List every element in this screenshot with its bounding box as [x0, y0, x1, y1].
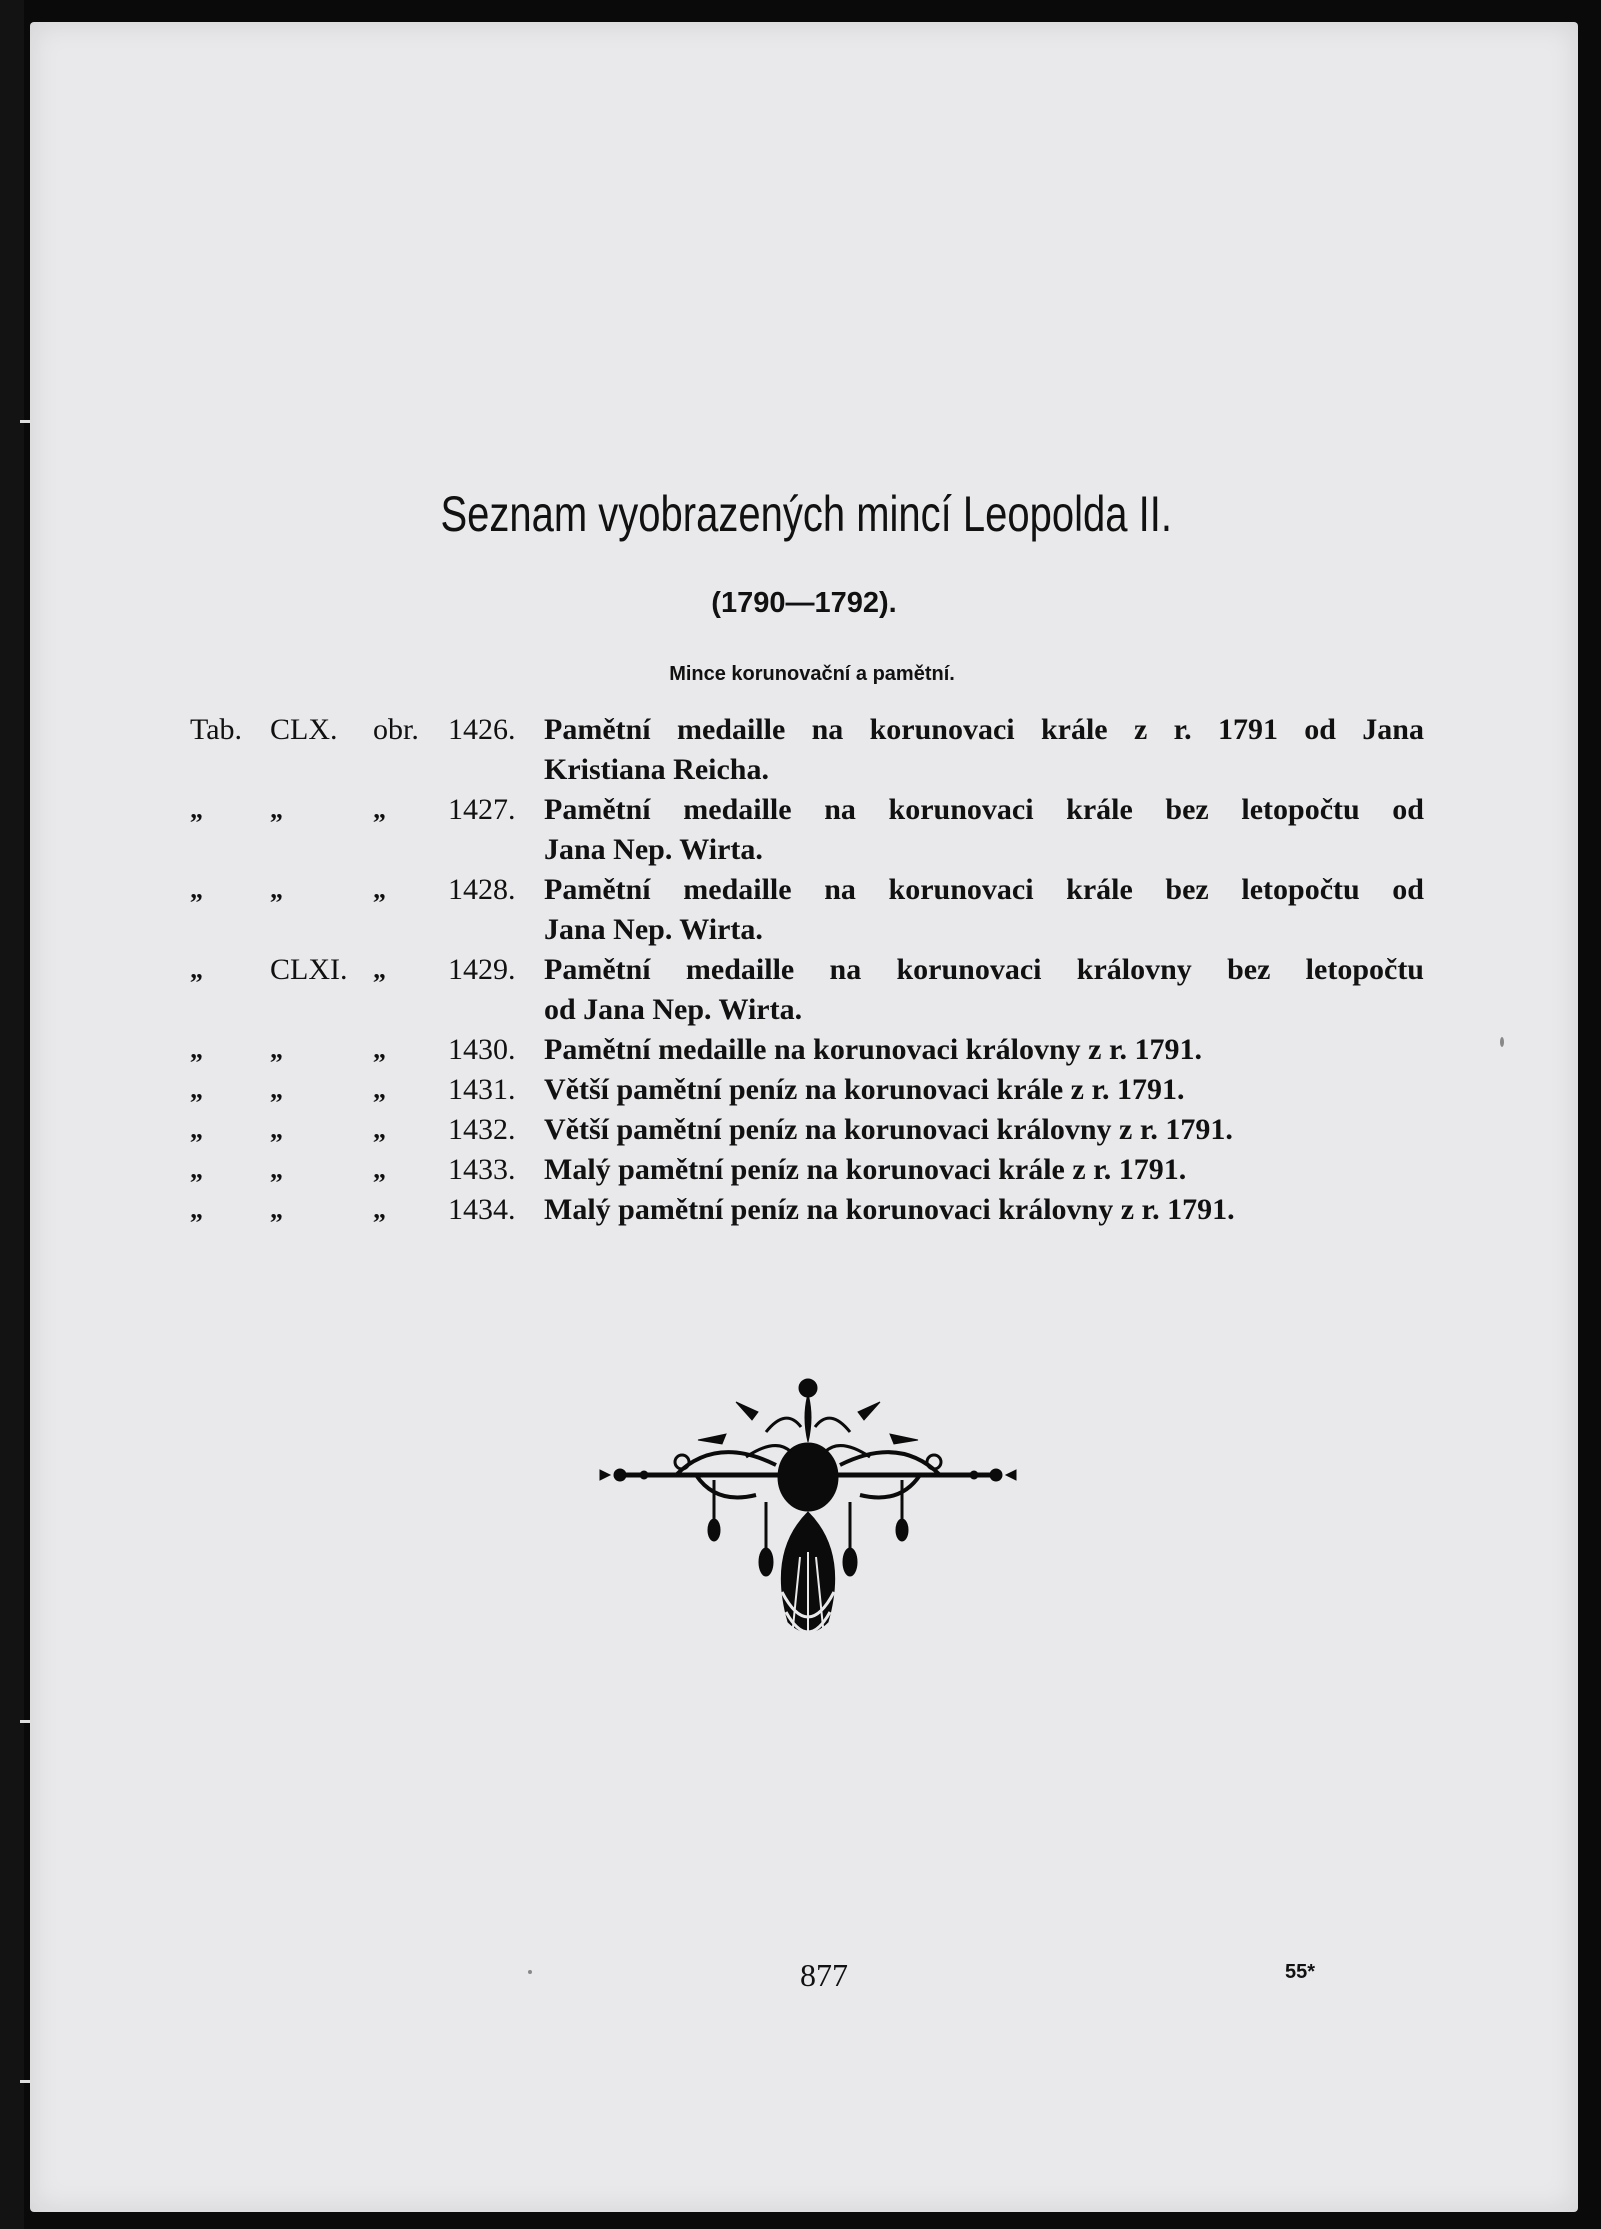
coin-entry	[30, 710, 1578, 790]
entry-figure-label: obr.	[373, 713, 419, 746]
entry-description-line: Pamětní medaille na korunovaci královny bez letopočtu	[544, 953, 1424, 986]
entry-description	[544, 1190, 1424, 1230]
entry-description	[544, 950, 1424, 1030]
entry-number: 1431.	[448, 1073, 516, 1106]
entry-figure-label: „	[373, 955, 386, 984]
entry-plate: „	[270, 1155, 283, 1184]
entry-table-label: „	[190, 1115, 203, 1144]
entry-table-label: „	[190, 1075, 203, 1104]
entry-description-line: Jana Nep. Wirta.	[544, 833, 763, 866]
entry-figure-label: „	[373, 1155, 386, 1184]
binding-edge	[0, 0, 24, 2229]
entry-description-line: Kristiana Reicha.	[544, 753, 769, 786]
entry-description-line: Větší pamětní peníz na korunovaci královny z r. 1791.	[544, 1113, 1233, 1146]
floral-vignette-icon	[586, 1362, 1026, 1672]
entry-description-line: Pamětní medaille na korunovaci královny z r. 1791.	[544, 1033, 1203, 1066]
entry-description	[544, 1070, 1424, 1110]
entry-description-line: Pamětní medaille na korunovaci krále bez letopočtu od	[544, 873, 1424, 906]
coin-entry	[30, 1070, 1578, 1110]
entry-number: 1430.	[448, 1033, 516, 1066]
entry-figure-label: „	[373, 1075, 386, 1104]
entry-table-label: „	[190, 795, 203, 824]
entry-description	[544, 710, 1424, 790]
entry-figure-label: „	[373, 1195, 386, 1224]
entry-number: 1427.	[448, 793, 516, 826]
entry-description-line: od Jana Nep. Wirta.	[544, 993, 803, 1026]
entry-description-line: Pamětní medaille na korunovaci krále z r. 1791 od Jana	[544, 713, 1424, 746]
entry-description	[544, 1030, 1424, 1070]
entry-description-line: Jana Nep. Wirta.	[544, 913, 763, 946]
entry-figure-label: „	[373, 1035, 386, 1064]
entry-description	[544, 870, 1424, 950]
entry-plate: CLX.	[270, 713, 338, 746]
coin-entry	[30, 790, 1578, 870]
entry-plate: „	[270, 875, 283, 904]
entry-description	[544, 1150, 1424, 1190]
entry-description-line: Malý pamětní peníz na korunovaci královny z r. 1791.	[544, 1193, 1235, 1226]
entry-figure-label: „	[373, 795, 386, 824]
entry-description-line: Pamětní medaille na korunovaci krále bez letopočtu od	[544, 793, 1424, 826]
entry-description	[544, 790, 1424, 870]
entry-figure-label: „	[373, 875, 386, 904]
signature-mark: 55*	[1285, 1961, 1316, 1983]
book-page	[30, 22, 1578, 2212]
entry-description-line: Malý pamětní peníz na korunovaci krále z r. 1791.	[544, 1153, 1187, 1186]
page-number: 877	[800, 1957, 848, 1993]
entry-plate: CLXI.	[270, 953, 348, 986]
entry-number: 1428.	[448, 873, 516, 906]
coin-entry	[30, 950, 1578, 1030]
entry-plate: „	[270, 1115, 283, 1144]
entry-plate: „	[270, 1075, 283, 1104]
entry-description-line: Větší pamětní peníz na korunovaci krále z r. 1791.	[544, 1073, 1185, 1106]
coin-entry	[30, 1110, 1578, 1150]
entry-table-label: „	[190, 1195, 203, 1224]
entry-table-label: „	[190, 875, 203, 904]
coin-entry	[30, 1190, 1578, 1230]
coin-entry	[30, 1030, 1578, 1070]
entry-number: 1434.	[448, 1193, 516, 1226]
entry-number: 1429.	[448, 953, 516, 986]
entry-number: 1433.	[448, 1153, 516, 1186]
entry-plate: „	[270, 1035, 283, 1064]
entry-number: 1432.	[448, 1113, 516, 1146]
reign-years: (1790—1792).	[711, 587, 897, 619]
entry-table-label: „	[190, 955, 203, 984]
section-heading: Mince korunovační a pamětní.	[669, 663, 955, 685]
entry-figure-label: „	[373, 1115, 386, 1144]
scan-speck	[528, 1970, 532, 1974]
entry-description	[544, 1110, 1424, 1150]
page-title: Seznam vyobrazených mincí Leopolda II.	[440, 486, 1172, 542]
coin-entry	[30, 1150, 1578, 1190]
entry-table-label: Tab.	[190, 713, 243, 746]
entry-plate: „	[270, 1195, 283, 1224]
entry-plate: „	[270, 795, 283, 824]
scan-speck	[1500, 1037, 1504, 1047]
entry-number: 1426.	[448, 713, 516, 746]
entry-table-label: „	[190, 1035, 203, 1064]
entry-table-label: „	[190, 1155, 203, 1184]
coin-entry	[30, 870, 1578, 950]
